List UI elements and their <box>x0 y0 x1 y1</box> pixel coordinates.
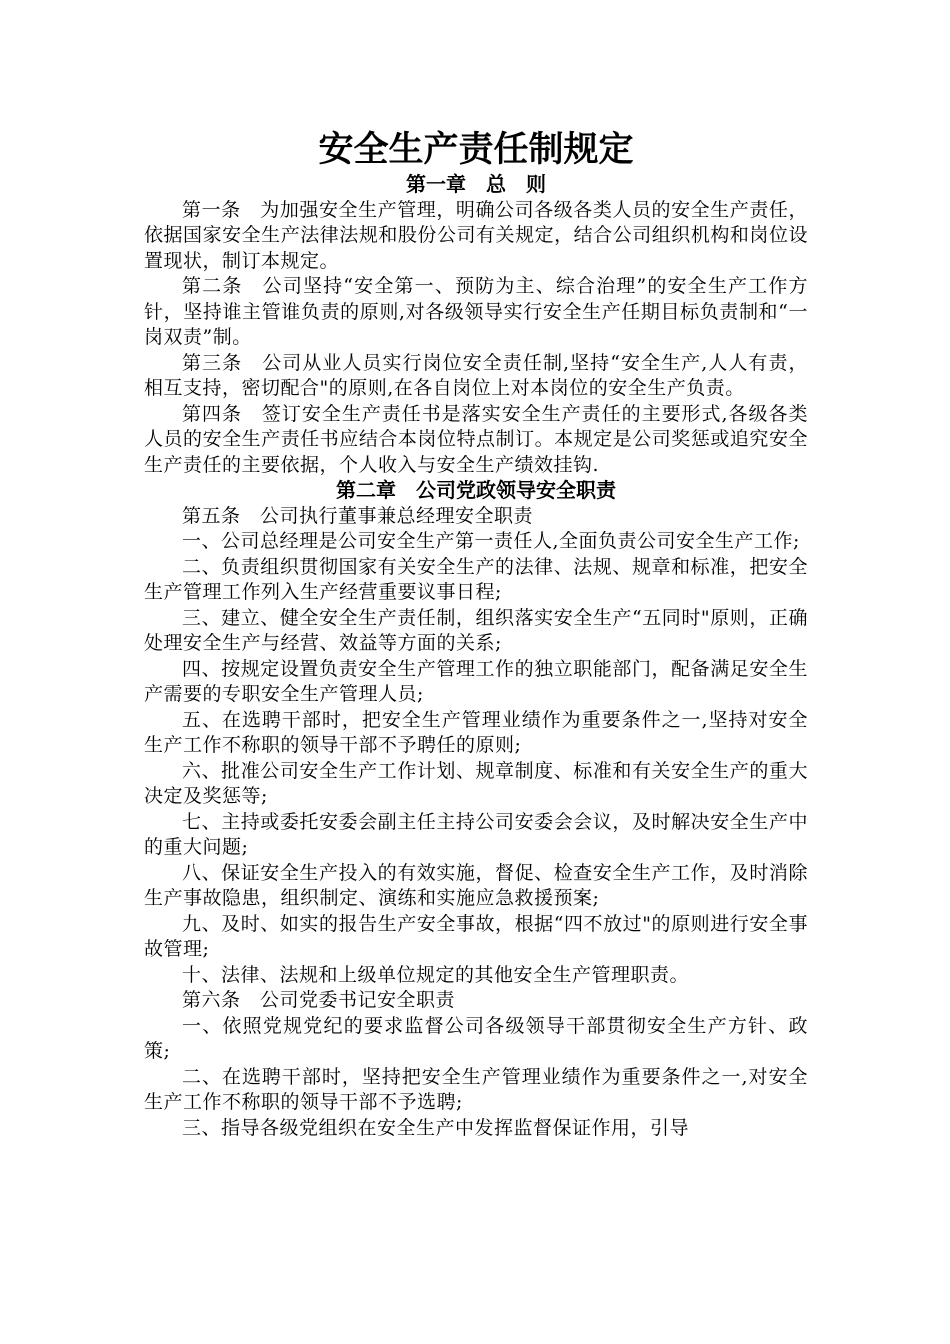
article-5-heading: 第五条 公司执行董事兼总经理安全职责 <box>182 504 534 527</box>
article-5-item-10: 十、法律、法规和上级单位规定的其他安全生产管理职责。 <box>182 963 690 986</box>
article-6-item-2: 二、在选聘干部时，坚持把安全生产管理业绩作为重要条件之一,对安全生产工作不称职的领导干部不予选聘; <box>144 1065 808 1113</box>
chapter-2-heading: 第二章 公司党政领导安全职责 <box>336 478 616 502</box>
document-body <box>144 128 808 1141</box>
article-5-item-8: 八、保证安全生产投入的有效实施，督促、检查安全生产工作，及时消除生产事故隐患，组织制定、演练和实施应急救援预案; <box>144 861 808 909</box>
chapter-1-heading: 第一章 总 则 <box>406 172 546 196</box>
article-5-item-4: 四、按规定设置负责安全生产管理工作的独立职能部门，配备满足安全生产需要的专职安全生产管理人员; <box>144 657 808 705</box>
article-1-paragraph: 第一条 为加强安全生产管理，明确公司各级各类人员的安全生产责任，依据国家安全生产法律法规和股份公司有关规定，结合公司组织机构和岗位设置现状，制订本规定。 <box>144 198 808 272</box>
article-4-paragraph: 第四条 签订安全生产责任书是落实安全生产责任的主要形式,各级各类人员的安全生产责任书应结合本岗位特点制订。本规定是公司奖惩或追究安全生产责任的主要依据，个人收入与安全生产绩效挂钩. <box>144 402 808 476</box>
article-5-item-7: 七、主持或委托安委会副主任主持公司安委会会议，及时解决安全生产中的重大问题; <box>144 810 808 858</box>
article-6-item-3: 三、指导各级党组织在安全生产中发挥监督保证作用，引导 <box>182 1116 690 1139</box>
article-5-item-9: 九、及时、如实的报告生产安全事故，根据“四不放过"的原则进行安全事故管理; <box>144 912 808 960</box>
article-5-item-6: 六、批准公司安全生产工作计划、规章制度、标准和有关安全生产的重大决定及奖惩等; <box>144 759 808 807</box>
article-5-item-3: 三、建立、健全安全生产责任制，组织落实安全生产“五同时"原则，正确处理安全生产与经营、效益等方面的关系; <box>144 606 808 654</box>
article-5-item-2: 二、负责组织贯彻国家有关安全生产的法律、法规、规章和标准，把安全生产管理工作列入生产经营重要议事日程; <box>144 555 808 603</box>
document-title: 安全生产责任制规定 <box>318 129 634 170</box>
article-3-paragraph: 第三条 公司从业人员实行岗位安全责任制,坚持“安全生产,人人有责，相互支持，密切配合"的原则,在各自岗位上对本岗位的安全生产负责。 <box>144 351 808 399</box>
article-5-item-5: 五、在选聘干部时，把安全生产管理业绩作为重要条件之一,坚持对安全生产工作不称职的领导干部不予聘任的原则; <box>144 708 808 756</box>
article-6-heading: 第六条 公司党委书记安全职责 <box>182 989 456 1011</box>
article-2-paragraph: 第二条 公司坚持“安全第一、预防为主、综合治理”的安全生产工作方针，坚持谁主管谁负责的原则,对各级领导实行安全生产任期目标负责制和“一岗双责”制。 <box>144 275 808 348</box>
article-6-item-1: 一、依照党规党纪的要求监督公司各级领导干部贯彻安全生产方针、政策; <box>144 1014 808 1062</box>
article-5-item-1: 一、公司总经理是公司安全生产第一责任人,全面负责公司安全生产工作; <box>182 530 800 552</box>
